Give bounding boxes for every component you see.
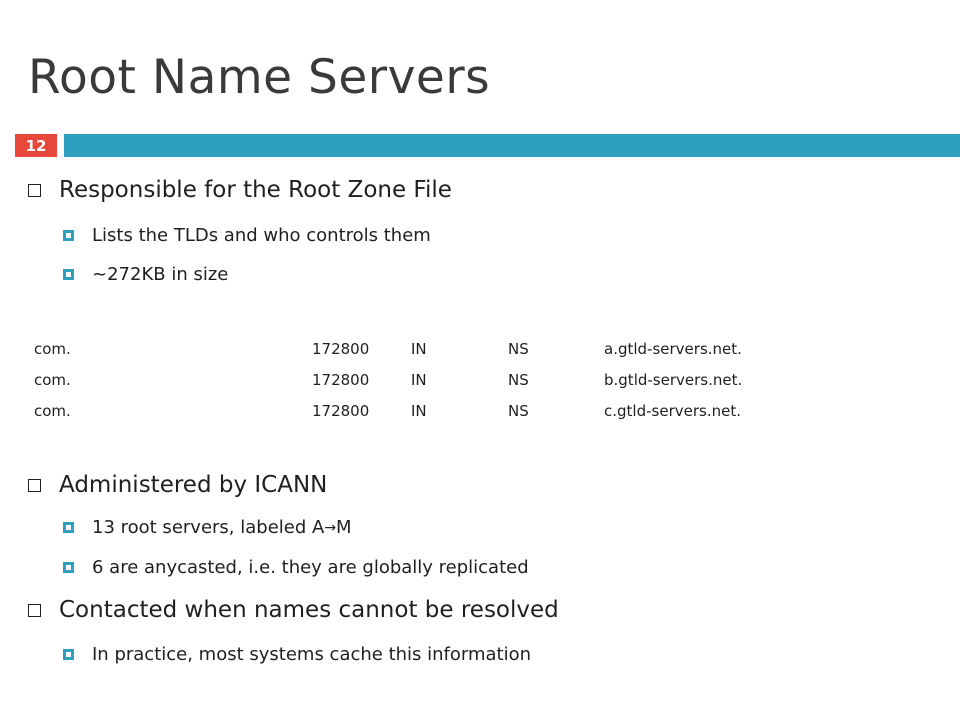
hollow-square-bullet-icon	[28, 604, 41, 617]
sub-bullet-anycast	[63, 557, 529, 578]
record-ttl: 172800	[312, 339, 370, 358]
accent-bar	[64, 134, 960, 157]
square-bullet-icon	[63, 230, 74, 241]
record-class: IN	[411, 370, 427, 389]
table-row	[34, 364, 794, 395]
square-bullet-icon	[63, 562, 74, 573]
right-arrow-icon: →	[324, 519, 337, 536]
record-type: NS	[508, 339, 529, 358]
record-name: com.	[34, 370, 71, 389]
square-bullet-icon	[63, 522, 74, 533]
square-bullet-icon	[63, 269, 74, 280]
record-value: b.gtld-servers.net.	[604, 370, 743, 389]
sub-bullet-text-suffix: M	[336, 517, 352, 538]
table-row	[34, 333, 794, 364]
sub-bullet-text-prefix: 13 root servers, labeled A	[92, 517, 325, 538]
sub-bullet-text: 6 are anycasted, i.e. they are globally replicated	[92, 557, 529, 578]
table-row	[34, 395, 794, 426]
sub-bullet-caching	[63, 644, 531, 665]
bullet-icann	[28, 472, 327, 498]
record-class: IN	[411, 401, 427, 420]
record-ttl: 172800	[312, 370, 370, 389]
record-class: IN	[411, 339, 427, 358]
zone-records-table	[34, 333, 794, 426]
sub-bullet-text: In practice, most systems cache this information	[92, 644, 532, 665]
bullet-contacted	[28, 597, 559, 623]
hollow-square-bullet-icon	[28, 479, 41, 492]
square-bullet-icon	[63, 649, 74, 660]
slide-number: 12	[15, 134, 57, 157]
record-type: NS	[508, 370, 529, 389]
record-ttl: 172800	[312, 401, 370, 420]
sub-bullet-text: Lists the TLDs and who controls them	[92, 225, 431, 246]
bullet-root-zone	[28, 177, 452, 203]
sub-bullet-text: ~272KB in size	[92, 264, 229, 285]
record-value: a.gtld-servers.net.	[604, 339, 742, 358]
bullet-text: Administered by ICANN	[59, 472, 328, 498]
record-name: com.	[34, 401, 71, 420]
record-value: c.gtld-servers.net.	[604, 401, 741, 420]
record-type: NS	[508, 401, 529, 420]
sub-bullet-root-servers	[63, 517, 352, 538]
sub-bullet-size	[63, 264, 228, 285]
bullet-text: Contacted when names cannot be resolved	[59, 597, 559, 623]
sub-bullet-tlds	[63, 225, 431, 246]
bullet-text: Responsible for the Root Zone File	[59, 177, 452, 203]
slide-title: Root Name Servers	[28, 50, 491, 105]
hollow-square-bullet-icon	[28, 184, 41, 197]
record-name: com.	[34, 339, 71, 358]
